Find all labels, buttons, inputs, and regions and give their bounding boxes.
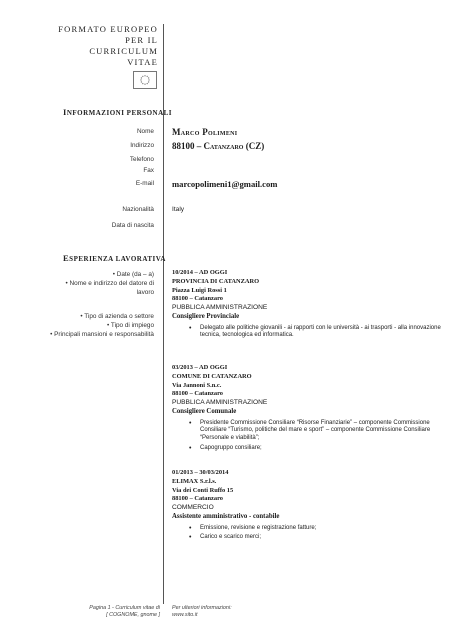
label-employer: • Nome e indirizzo del datore di lavoro (65, 280, 154, 296)
personal-section-title: INFORMAZIONI PERSONALI (63, 107, 173, 117)
label-phone: Telefono (129, 156, 154, 163)
value-nationality: Italy (172, 206, 185, 213)
job-employer: COMUNE DI CATANZARO (172, 372, 252, 380)
label-name: Nome (136, 128, 154, 135)
label-birthdate: Data di nascita (111, 222, 154, 229)
label-duties: • Principali mansioni e responsabilità (50, 331, 154, 338)
job-dates: 01/2013 – 30/03/2014 (172, 469, 229, 476)
job-address: Via dei Conti Ruffo 15 (172, 486, 234, 494)
footer-name-placeholder: [ COGNOME, gnome ] (106, 612, 160, 618)
job-dates: 03/2013 – AD OGGI (172, 364, 228, 371)
label-address: Indirizzo (130, 142, 154, 149)
job-role: Assistente amministrativo - contabile (172, 512, 280, 520)
label-dates: • Date (da – a) (112, 271, 154, 278)
job-employer: ELIMAX S.r.l.s. (172, 477, 217, 485)
value-address: 88100 – Catanzaro (CZ) (172, 141, 265, 151)
job-role: Consigliere Provinciale (172, 312, 240, 320)
duty-item: • Emissione, revisione e registrazione fatture; (200, 525, 442, 533)
job-role: Consigliere Comunale (172, 407, 237, 415)
job-city: 88100 – Catanzaro (172, 390, 224, 398)
label-sector: • Tipo di azienda o settore (80, 313, 154, 320)
title-line-3: VITAE (127, 57, 158, 67)
job-sector: PUBBLICA AMMINISTRAZIONE (172, 399, 268, 407)
duty-item: • Carico e scarico merci; (200, 534, 442, 542)
job-employer: PROVINCIA DI CATANZARO (172, 277, 260, 285)
footer-page-info (89, 605, 160, 619)
value-email: marcopolimeni1@gmail.com (172, 179, 278, 189)
footer-more-info (172, 605, 232, 619)
job-entry (172, 364, 442, 454)
title-line-2: PER IL CURRICULUM (89, 35, 158, 56)
label-email: E-mail (135, 180, 154, 187)
experience-section-title: ESPERIENZA LAVORATIVA (63, 253, 166, 263)
label-nationality: Nazionalità (122, 206, 154, 213)
duty-item: • Delegato alle politiche giovanili - ai rapporti con le università - ai trasporti - alla innovazione tecnica, tecnologica ed informatica. (200, 325, 442, 340)
footer-info-label: Per ulteriori informazioni: (172, 605, 232, 611)
footer-page-line: Pagina 1 - Curriculum vitae di (89, 605, 160, 611)
job-duties (172, 420, 442, 452)
job-duties (172, 325, 442, 340)
job-address: Piazza Luigi Rossi 1 (172, 286, 227, 294)
job-city: 88100 – Catanzaro (172, 295, 224, 303)
job-sector: PUBBLICA AMMINISTRAZIONE (172, 304, 268, 312)
title-line-1: FORMATO EUROPEO (58, 24, 158, 34)
cv-format-title (58, 24, 158, 68)
job-entry (172, 469, 442, 544)
value-name: Marco Polimeni (172, 127, 238, 137)
job-dates: 10/2014 – AD OGGI (172, 269, 228, 276)
label-fax: Fax (143, 167, 154, 174)
label-job-type: • Tipo di impiego (107, 322, 154, 329)
eu-flag-icon (133, 71, 157, 89)
duty-item: • Capogruppo consiliare; (200, 445, 442, 453)
job-address: Via Jannoni S.n.c. (172, 381, 222, 389)
footer-website-link[interactable]: www.sito.it (172, 612, 198, 618)
job-duties (172, 525, 442, 542)
duty-item: • Presidente Commissione Consiliare “Risorse Finanziarie” – componente Commissione Consiliare “Turismo, politiche del mare e sport” – componente Commissione Consiliare “Personale e viabilità”; (200, 420, 442, 443)
job-sector: COMMERCIO (172, 504, 214, 512)
job-city: 88100 – Catanzaro (172, 495, 224, 503)
job-entry (172, 269, 442, 342)
